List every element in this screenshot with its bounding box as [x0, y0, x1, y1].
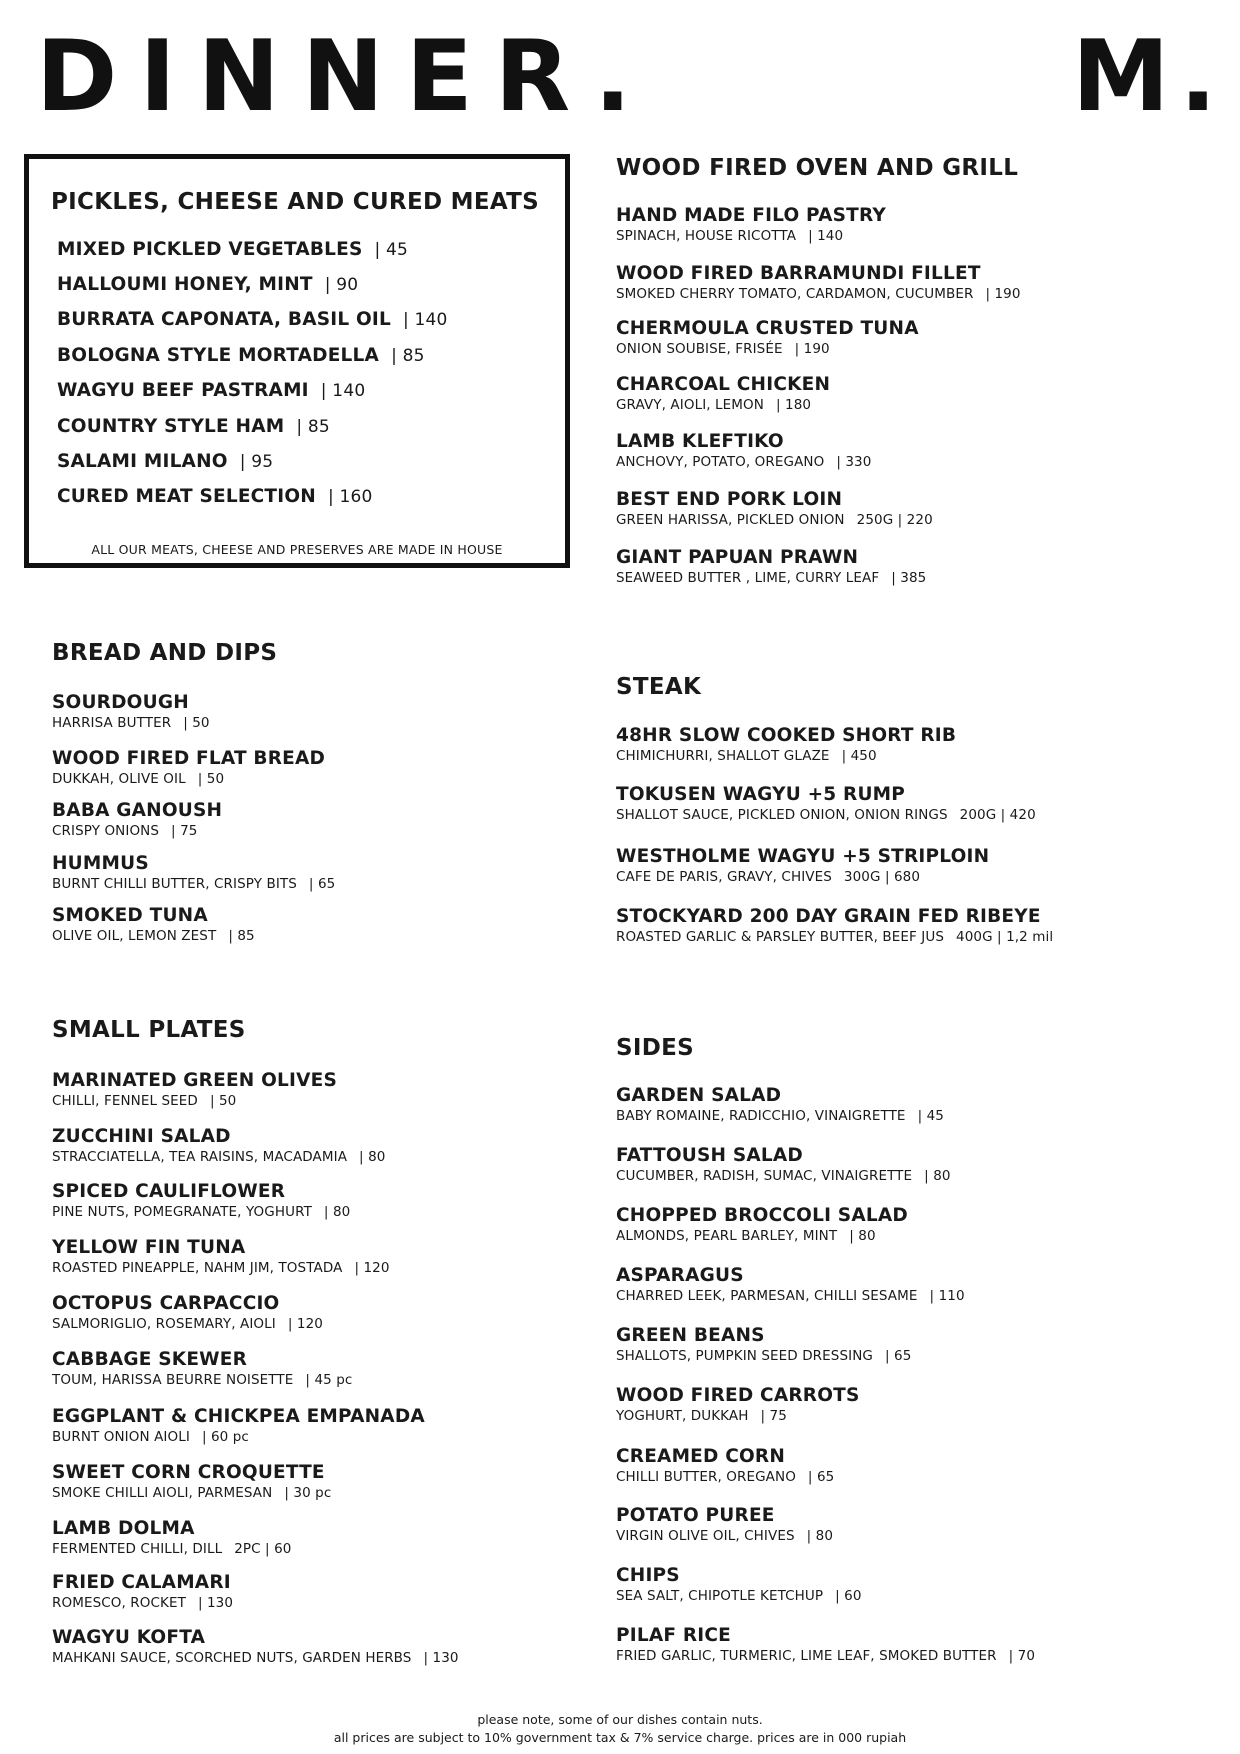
- item-description: [616, 807, 1036, 823]
- item-name: OCTOPUS CARPACCIO: [52, 1293, 280, 1314]
- item-description: [52, 823, 197, 839]
- item-desc-text: FERMENTED CHILLI, DILL: [52, 1541, 223, 1557]
- item-name: LAMB KLEFTIKO: [616, 431, 784, 452]
- item-price: | 80: [806, 1528, 834, 1544]
- item-name: COUNTRY STYLE HAM: [57, 416, 285, 437]
- item-price: | 80: [323, 1204, 351, 1220]
- item-price: | 75: [760, 1408, 787, 1424]
- item-name: SOURDOUGH: [52, 692, 189, 713]
- item-price: | 90: [324, 275, 359, 295]
- item-description: [616, 869, 920, 885]
- item-price: | 140: [808, 228, 844, 244]
- item-description: [616, 1348, 911, 1364]
- item-desc-text: FRIED GARLIC, TURMERIC, LIME LEAF, SMOKED BUTTER: [616, 1648, 997, 1664]
- item-description: [616, 512, 933, 528]
- item-desc-text: GRAVY, AIOLI, LEMON: [616, 397, 764, 413]
- item-description: [52, 1541, 291, 1557]
- item-desc-text: CHIMICHURRI, SHALLOT GLAZE: [616, 748, 830, 764]
- item-name: BABA GANOUSH: [52, 800, 223, 821]
- item-name: SWEET CORN CROQUETTE: [52, 1462, 325, 1483]
- item-description: [616, 1168, 951, 1184]
- item-name: SMOKED TUNA: [52, 905, 208, 926]
- item-name: BEST END PORK LOIN: [616, 489, 843, 510]
- item-name: MIXED PICKLED VEGETABLES: [57, 239, 363, 260]
- item-desc-text: ONION SOUBISE, FRISÉE: [616, 341, 783, 357]
- item-price: 200G | 420: [959, 807, 1036, 823]
- item-description: [616, 454, 871, 470]
- item-name: HUMMUS: [52, 853, 149, 874]
- menu-item: [57, 309, 448, 330]
- item-name: GARDEN SALAD: [616, 1085, 782, 1106]
- item-desc-text: SPINACH, HOUSE RICOTTA: [616, 228, 797, 244]
- item-desc-text: PINE NUTS, POMEGRANATE, YOGHURT: [52, 1204, 312, 1220]
- item-price: | 160: [327, 487, 373, 507]
- item-desc-text: SHALLOTS, PUMPKIN SEED DRESSING: [616, 1348, 873, 1364]
- item-description: [52, 1429, 249, 1445]
- item-price: | 60: [835, 1588, 862, 1604]
- item-desc-text: HARRISA BUTTER: [52, 715, 172, 731]
- item-name: BURRATA CAPONATA, BASIL OIL: [57, 309, 391, 330]
- item-price: | 50: [183, 715, 210, 731]
- item-price: | 80: [924, 1168, 951, 1184]
- item-desc-text: VIRGIN OLIVE OIL, CHIVES: [616, 1528, 795, 1544]
- item-desc-text: ALMONDS, PEARL BARLEY, MINT: [616, 1228, 838, 1244]
- section-title-small-plates: SMALL PLATES: [52, 1017, 246, 1043]
- item-price: | 65: [807, 1469, 835, 1485]
- item-name: FATTOUSH SALAD: [616, 1145, 803, 1166]
- item-name: CHARCOAL CHICKEN: [616, 374, 831, 395]
- item-desc-text: SALMORIGLIO, ROSEMARY, AIOLI: [52, 1316, 276, 1332]
- item-name: HALLOUMI HONEY, MINT: [57, 274, 313, 295]
- item-name: 48HR SLOW COOKED SHORT RIB: [616, 725, 957, 746]
- item-desc-text: ROMESCO, ROCKET: [52, 1595, 186, 1611]
- item-description: [52, 1595, 233, 1611]
- menu-item: [57, 416, 330, 437]
- item-price: | 30 pc: [284, 1485, 332, 1501]
- item-price: 2PC | 60: [234, 1541, 292, 1557]
- item-name: CREAMED CORN: [616, 1446, 786, 1467]
- item-price: | 85: [391, 346, 425, 366]
- item-description: [52, 1650, 459, 1666]
- item-price: | 60 pc: [201, 1429, 249, 1445]
- item-description: [52, 876, 335, 892]
- item-desc-text: CUCUMBER, RADISH, SUMAC, VINAIGRETTE: [616, 1168, 913, 1184]
- item-name: CHIPS: [616, 1565, 680, 1586]
- menu-item: [57, 451, 273, 472]
- pickles-note: ALL OUR MEATS, CHEESE AND PRESERVES ARE MADE IN HOUSE: [91, 542, 503, 557]
- item-name: GIANT PAPUAN PRAWN: [616, 547, 859, 568]
- item-price: | 190: [985, 286, 1021, 302]
- section-title-wood-fired: WOOD FIRED OVEN AND GRILL: [616, 155, 1019, 181]
- item-description: [616, 286, 1021, 302]
- item-description: [52, 771, 224, 787]
- page-title: DINNER.: [36, 20, 654, 134]
- item-price: | 70: [1008, 1648, 1036, 1664]
- item-desc-text: OLIVE OIL, LEMON ZEST: [52, 928, 217, 944]
- item-description: [616, 1108, 944, 1124]
- item-description: [616, 1408, 787, 1424]
- item-price: | 385: [891, 570, 927, 586]
- item-name: BOLOGNA STYLE MORTADELLA: [57, 345, 380, 366]
- item-price: 400G | 1,2 mil: [956, 929, 1054, 945]
- item-price: | 45: [374, 240, 409, 260]
- item-description: [616, 397, 811, 413]
- item-desc-text: SMOKE CHILLI AIOLI, PARMESAN: [52, 1485, 273, 1501]
- item-name: POTATO PUREE: [616, 1505, 775, 1526]
- item-price: | 65: [308, 876, 336, 892]
- item-name: EGGPLANT & CHICKPEA EMPANADA: [52, 1406, 425, 1427]
- item-description: [52, 1485, 331, 1501]
- item-name: WAGYU BEEF PASTRAMI: [57, 380, 309, 401]
- item-price: | 85: [228, 928, 255, 944]
- item-price: | 50: [209, 1093, 237, 1109]
- item-desc-text: CAFE DE PARIS, GRAVY, CHIVES: [616, 869, 832, 885]
- item-description: [616, 1588, 862, 1604]
- item-desc-text: CRISPY ONIONS: [52, 823, 160, 839]
- item-price: | 110: [929, 1288, 965, 1304]
- item-description: [52, 928, 255, 944]
- item-name: WOOD FIRED BARRAMUNDI FILLET: [616, 263, 981, 284]
- item-name: MARINATED GREEN OLIVES: [52, 1070, 337, 1091]
- item-description: [52, 1260, 390, 1276]
- item-price: | 80: [849, 1228, 876, 1244]
- item-name: YELLOW FIN TUNA: [52, 1237, 246, 1258]
- item-description: [616, 1528, 833, 1544]
- item-price: | 65: [884, 1348, 912, 1364]
- item-description: [616, 1228, 876, 1244]
- item-desc-text: MAHKANI SAUCE, SCORCHED NUTS, GARDEN HERBS: [52, 1650, 412, 1666]
- item-price: | 450: [841, 748, 877, 764]
- item-name: LAMB DOLMA: [52, 1518, 195, 1539]
- item-description: [616, 929, 1053, 945]
- item-description: [52, 1372, 352, 1388]
- item-desc-text: TOUM, HARISSA BEURRE NOISETTE: [52, 1372, 294, 1388]
- item-price: | 95: [239, 452, 274, 472]
- item-description: [52, 1093, 236, 1109]
- menu-item: [57, 486, 373, 507]
- item-desc-text: BURNT ONION AIOLI: [52, 1429, 190, 1445]
- item-name: CABBAGE SKEWER: [52, 1349, 248, 1370]
- item-price: 250G | 220: [856, 512, 933, 528]
- item-price: | 330: [836, 454, 872, 470]
- menu-item: [57, 345, 425, 366]
- item-price: | 180: [775, 397, 812, 413]
- item-name: CHOPPED BROCCOLI SALAD: [616, 1205, 908, 1226]
- item-name: WOOD FIRED FLAT BREAD: [52, 748, 326, 769]
- item-desc-text: BURNT CHILLI BUTTER, CRISPY BITS: [52, 876, 297, 892]
- item-name: GREEN BEANS: [616, 1325, 765, 1346]
- item-price: | 120: [287, 1316, 323, 1332]
- item-name: CHERMOULA CRUSTED TUNA: [616, 318, 919, 339]
- item-description: [616, 1648, 1035, 1664]
- item-desc-text: BABY ROMAINE, RADICCHIO, VINAIGRETTE: [616, 1108, 906, 1124]
- item-name: WESTHOLME WAGYU +5 STRIPLOIN: [616, 846, 990, 867]
- item-description: [52, 715, 210, 731]
- item-price: | 190: [794, 341, 830, 357]
- item-desc-text: CHILLI BUTTER, OREGANO: [616, 1469, 796, 1485]
- item-desc-text: SEA SALT, CHIPOTLE KETCHUP: [616, 1588, 824, 1604]
- item-description: [52, 1204, 350, 1220]
- item-name: WAGYU KOFTA: [52, 1627, 206, 1648]
- item-name: TOKUSEN WAGYU +5 RUMP: [616, 784, 906, 805]
- item-description: [616, 570, 926, 586]
- footer-note-nuts: please note, some of our dishes contain nuts.: [477, 1712, 763, 1727]
- section-title-bread: BREAD AND DIPS: [52, 640, 278, 666]
- item-description: [52, 1149, 385, 1165]
- item-desc-text: STRACCIATELLA, TEA RAISINS, MACADAMIA: [52, 1149, 348, 1165]
- menu-item: [57, 274, 358, 295]
- item-name: CURED MEAT SELECTION: [57, 486, 316, 507]
- item-name: PILAF RICE: [616, 1625, 731, 1646]
- item-price: | 130: [423, 1650, 459, 1666]
- item-description: [616, 228, 843, 244]
- item-description: [616, 1288, 965, 1304]
- section-title-steak: STEAK: [616, 674, 702, 700]
- item-price: | 140: [402, 310, 448, 330]
- item-name: STOCKYARD 200 DAY GRAIN FED RIBEYE: [616, 906, 1041, 927]
- item-name: WOOD FIRED CARROTS: [616, 1385, 860, 1406]
- item-desc-text: SEAWEED BUTTER , LIME, CURRY LEAF: [616, 570, 880, 586]
- pickles-section: [24, 154, 570, 568]
- item-desc-text: CHILLI, FENNEL SEED: [52, 1093, 198, 1109]
- item-price: | 50: [197, 771, 225, 787]
- item-desc-text: SMOKED CHERRY TOMATO, CARDAMON, CUCUMBER: [616, 286, 974, 302]
- item-price: | 75: [171, 823, 198, 839]
- item-price: | 140: [320, 381, 366, 401]
- section-title-sides: SIDES: [616, 1035, 694, 1061]
- item-desc-text: SHALLOT SAUCE, PICKLED ONION, ONION RINGS: [616, 807, 948, 823]
- item-price: | 120: [354, 1260, 390, 1276]
- item-desc-text: ANCHOVY, POTATO, OREGANO: [616, 454, 825, 470]
- item-name: ZUCCHINI SALAD: [52, 1126, 231, 1147]
- menu-item: [57, 239, 408, 260]
- item-price: | 45 pc: [305, 1372, 353, 1388]
- item-name: SPICED CAULIFLOWER: [52, 1181, 286, 1202]
- item-price: | 80: [359, 1149, 386, 1165]
- item-name: HAND MADE FILO PASTRY: [616, 205, 887, 226]
- item-description: [616, 748, 877, 764]
- item-description: [616, 341, 830, 357]
- item-desc-text: ROASTED PINEAPPLE, NAHM JIM, TOSTADA: [52, 1260, 343, 1276]
- item-name: SALAMI MILANO: [57, 451, 228, 472]
- item-desc-text: GREEN HARISSA, PICKLED ONION: [616, 512, 845, 528]
- item-price: 300G | 680: [843, 869, 921, 885]
- menu-item: [57, 380, 365, 401]
- item-desc-text: YOGHURT, DUKKAH: [616, 1408, 749, 1424]
- section-title: PICKLES, CHEESE AND CURED MEATS: [51, 189, 540, 215]
- item-desc-text: CHARRED LEEK, PARMESAN, CHILLI SESAME: [616, 1288, 918, 1304]
- item-price: | 85: [296, 417, 330, 437]
- item-desc-text: DUKKAH, OLIVE OIL: [52, 771, 186, 787]
- item-name: ASPARAGUS: [616, 1265, 744, 1286]
- item-description: [52, 1316, 323, 1332]
- item-price: | 130: [197, 1595, 234, 1611]
- item-description: [616, 1469, 834, 1485]
- footer-note-prices: all prices are subject to 10% government tax & 7% service charge. prices are in 000 rupiah: [333, 1730, 907, 1745]
- logo: M.: [1072, 20, 1227, 134]
- item-price: | 45: [917, 1108, 944, 1124]
- item-name: FRIED CALAMARI: [52, 1572, 231, 1593]
- item-desc-text: ROASTED GARLIC & PARSLEY BUTTER, BEEF JUS: [616, 929, 945, 945]
